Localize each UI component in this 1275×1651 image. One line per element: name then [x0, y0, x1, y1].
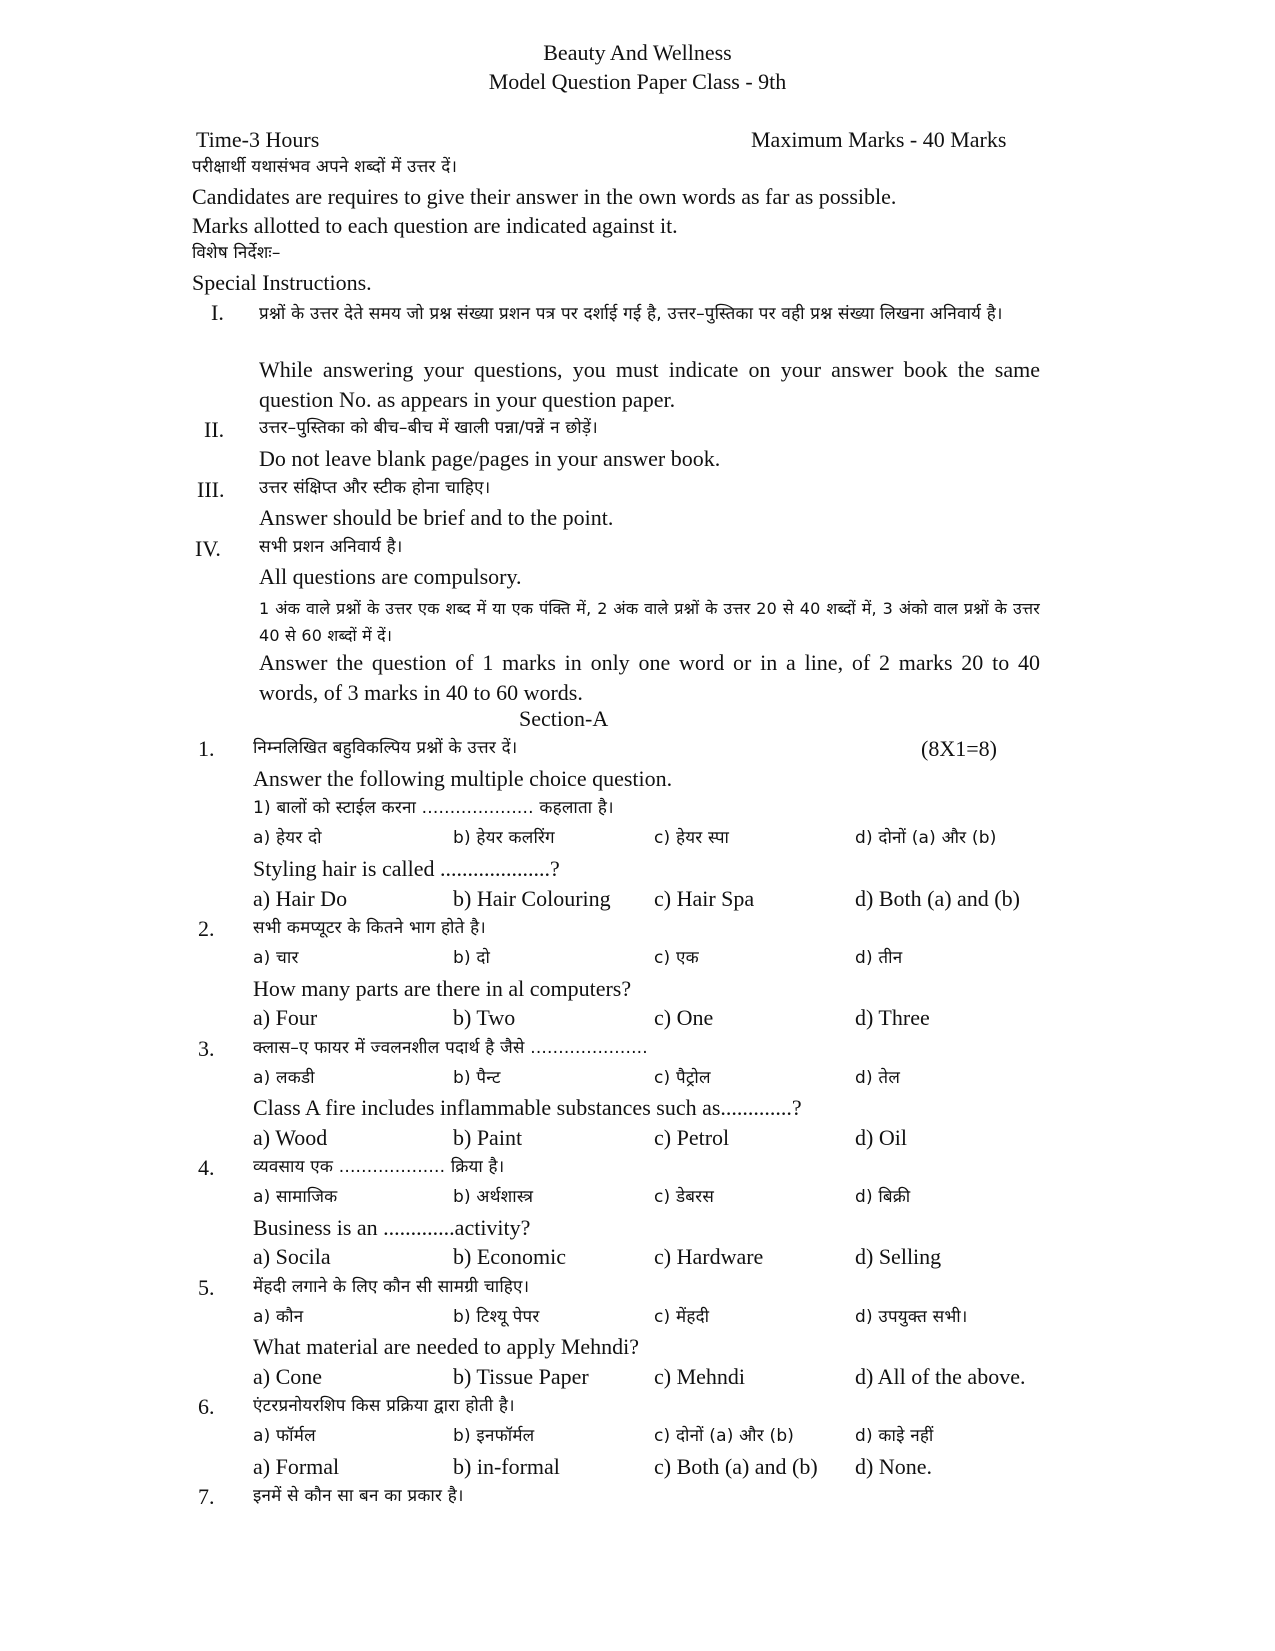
instruction-hindi: उत्तर–पुस्तिका को बीच–बीच में खाली पन्ना/पन्नें न छोड़ें।: [259, 418, 598, 438]
option-a: a) Hair Do: [253, 886, 348, 911]
option-a-hindi: a) कौन: [253, 1307, 304, 1327]
question-number: 1.: [198, 736, 215, 761]
option-d-hindi: d) काइे नहीं: [855, 1426, 934, 1446]
question-english: How many parts are there in al computers?: [253, 976, 632, 1001]
paper-subtitle: Model Question Paper Class - 9th: [488, 69, 787, 94]
option-b: b) Paint: [453, 1125, 523, 1150]
option-c: c) Mehndi: [654, 1364, 746, 1389]
option-d: d) All of the above.: [855, 1364, 1026, 1389]
option-d-hindi: d) बिक्री: [855, 1187, 911, 1207]
instruction-hindi: सभी प्रशन अनिवार्य है।: [259, 537, 403, 557]
option-a-hindi: a) चार: [253, 948, 299, 968]
option-d: d) Oil: [855, 1125, 907, 1150]
option-b-hindi: b) इनफॉर्मल: [453, 1426, 535, 1446]
question-hindi: इनमें से कौन सा बन का प्रकार है।: [253, 1486, 464, 1506]
question-hindi: 1) बालों को स्टाईल करना .................... कहलाता है।: [253, 798, 614, 818]
question-number: 4.: [198, 1155, 215, 1180]
instruction-hindi: उत्तर संक्षिप्त और स्टीक होना चाहिए।: [259, 478, 491, 498]
option-c: c) Hair Spa: [654, 886, 755, 911]
option-b: b) Hair Colouring: [453, 886, 611, 911]
option-b: b) Economic: [453, 1244, 567, 1269]
option-a: a) Formal: [253, 1454, 340, 1479]
instruction-number: I.: [211, 300, 224, 325]
option-d-hindi: d) दोनों (a) और (b): [855, 828, 997, 848]
option-c: c) One: [654, 1005, 714, 1030]
instruction-hindi: प्रश्नों के उत्तर देते समय जो प्रश्न संख्या प्रशन पत्र पर दर्शाई गई है, उत्तर–पुस्तिका पर वही प्रश्न संख्या लिखना अनिवार्य है।: [259, 304, 1003, 324]
question-english: Answer the following multiple choice question.: [253, 766, 673, 791]
option-a-hindi: a) हेयर दो: [253, 828, 322, 848]
option-c-hindi: c) मेंहदी: [654, 1307, 710, 1327]
instruction-number: II.: [204, 417, 225, 442]
question-number: 7.: [198, 1484, 215, 1509]
special-instructions-hindi: विशेष निर्देशः–: [192, 243, 281, 263]
option-a-hindi: a) फॉर्मल: [253, 1426, 316, 1446]
instruction-english: Do not leave blank page/pages in your answer book.: [259, 446, 721, 471]
instruction-hindi-own-words: परीक्षार्थी यथासंभव अपने शब्दों में उत्तर दें।: [192, 157, 458, 177]
marks-word-limit-english: Answer the question of 1 marks in only one word or in a line, of 2 marks 20 to 40 words, of 3 marks in 40 to 60 words.: [259, 650, 1040, 705]
option-c-hindi: c) पैट्रोल: [654, 1068, 711, 1088]
option-b-hindi: b) पैन्ट: [453, 1068, 501, 1088]
option-d-hindi: d) तीन: [855, 948, 903, 968]
instruction-english: While answering your questions, you must indicate on your answer book the same question No. as appears in your question paper.: [259, 357, 1040, 412]
option-a: a) Cone: [253, 1364, 323, 1389]
question-english: Class A fire includes inflammable substances such as.............?: [253, 1095, 802, 1120]
special-instructions-heading: Special Instructions.: [192, 270, 372, 295]
question-number: 6.: [198, 1394, 215, 1419]
question-hindi: मेंहदी लगाने के लिए कौन सी सामग्री चाहिए।: [253, 1277, 530, 1297]
option-a: a) Socila: [253, 1244, 331, 1269]
question-number: 5.: [198, 1275, 215, 1300]
question-hindi: सभी कमप्यूटर के कितने भाग होते है।: [253, 918, 486, 938]
option-d: d) Both (a) and (b): [855, 886, 1020, 911]
option-c-hindi: c) दोनों (a) और (b): [654, 1426, 795, 1446]
option-c: c) Both (a) and (b): [654, 1454, 818, 1479]
option-c-hindi: c) एक: [654, 948, 699, 968]
option-b-hindi: b) अर्थशास्त्र: [453, 1187, 534, 1207]
question-number: 3.: [198, 1036, 215, 1061]
option-b: b) Two: [453, 1005, 516, 1030]
question-english: What material are needed to apply Mehndi?: [253, 1334, 640, 1359]
time-allowed: Time-3 Hours: [196, 127, 320, 152]
marks-word-limit-hindi: 1 अंक वाले प्रश्नों के उत्तर एक शब्द में या एक पंक्ति में, 2 अंक वाले प्रश्नों के उत्तर 20 से 40 शब्दों में, 3 अंको वाल प्रश्नों के उत्तर 40 से 60 शब्दों में दें।: [259, 599, 1040, 645]
option-d: d) None.: [855, 1454, 932, 1479]
option-a-hindi: a) सामाजिक: [253, 1187, 338, 1207]
instruction-own-words: Candidates are requires to give their answer in the own words as far as possible.: [192, 184, 897, 209]
option-b-hindi: b) दो: [453, 948, 491, 968]
maximum-marks: Maximum Marks - 40 Marks: [751, 127, 1007, 152]
question-english: Styling hair is called ....................?: [253, 856, 560, 881]
question-english: Business is an .............activity?: [253, 1215, 531, 1240]
question-hindi: एंटरप्रनोयरशिप किस प्रक्रिया द्वारा होती है।: [253, 1396, 515, 1416]
instruction-marks-allotted: Marks allotted to each question are indicated against it.: [192, 213, 678, 238]
option-a: a) Wood: [253, 1125, 328, 1150]
option-b: b) Tissue Paper: [453, 1364, 589, 1389]
question-hindi: व्यवसाय एक ................... क्रिया है।: [253, 1157, 505, 1177]
option-b: b) in-formal: [453, 1454, 560, 1479]
option-a: a) Four: [253, 1005, 318, 1030]
instruction-english: Answer should be brief and to the point.: [259, 505, 614, 530]
option-c-hindi: c) डेबरस: [654, 1187, 715, 1207]
option-d: d) Three: [855, 1005, 930, 1030]
option-d-hindi: d) तेल: [855, 1068, 901, 1088]
question-hindi: निम्नलिखित बहुविकल्पिय प्रश्नों के उत्तर दें।: [253, 738, 518, 758]
option-b-hindi: b) हेयर कलरिंग: [453, 828, 555, 848]
question-marks: (8X1=8): [921, 736, 997, 761]
option-d: d) Selling: [855, 1244, 942, 1269]
option-a-hindi: a) लकडी: [253, 1068, 315, 1088]
question-number: 2.: [198, 916, 215, 941]
instruction-number: IV.: [195, 536, 221, 561]
option-d-hindi: d) उपयुक्त सभी।: [855, 1307, 968, 1327]
instruction-number: III.: [197, 477, 225, 502]
option-c-hindi: c) हेयर स्पा: [654, 828, 730, 848]
question-hindi: क्लास–ए फायर में ज्वलनशील पदार्थ है जैसे .....................: [253, 1038, 648, 1058]
option-c: c) Hardware: [654, 1244, 764, 1269]
option-c: c) Petrol: [654, 1125, 730, 1150]
section-heading: Section-A: [519, 706, 609, 731]
option-b-hindi: b) टिश्यू पेपर: [453, 1307, 540, 1327]
paper-title: Beauty And Wellness: [543, 40, 732, 65]
instruction-english: All questions are compulsory.: [259, 564, 522, 589]
